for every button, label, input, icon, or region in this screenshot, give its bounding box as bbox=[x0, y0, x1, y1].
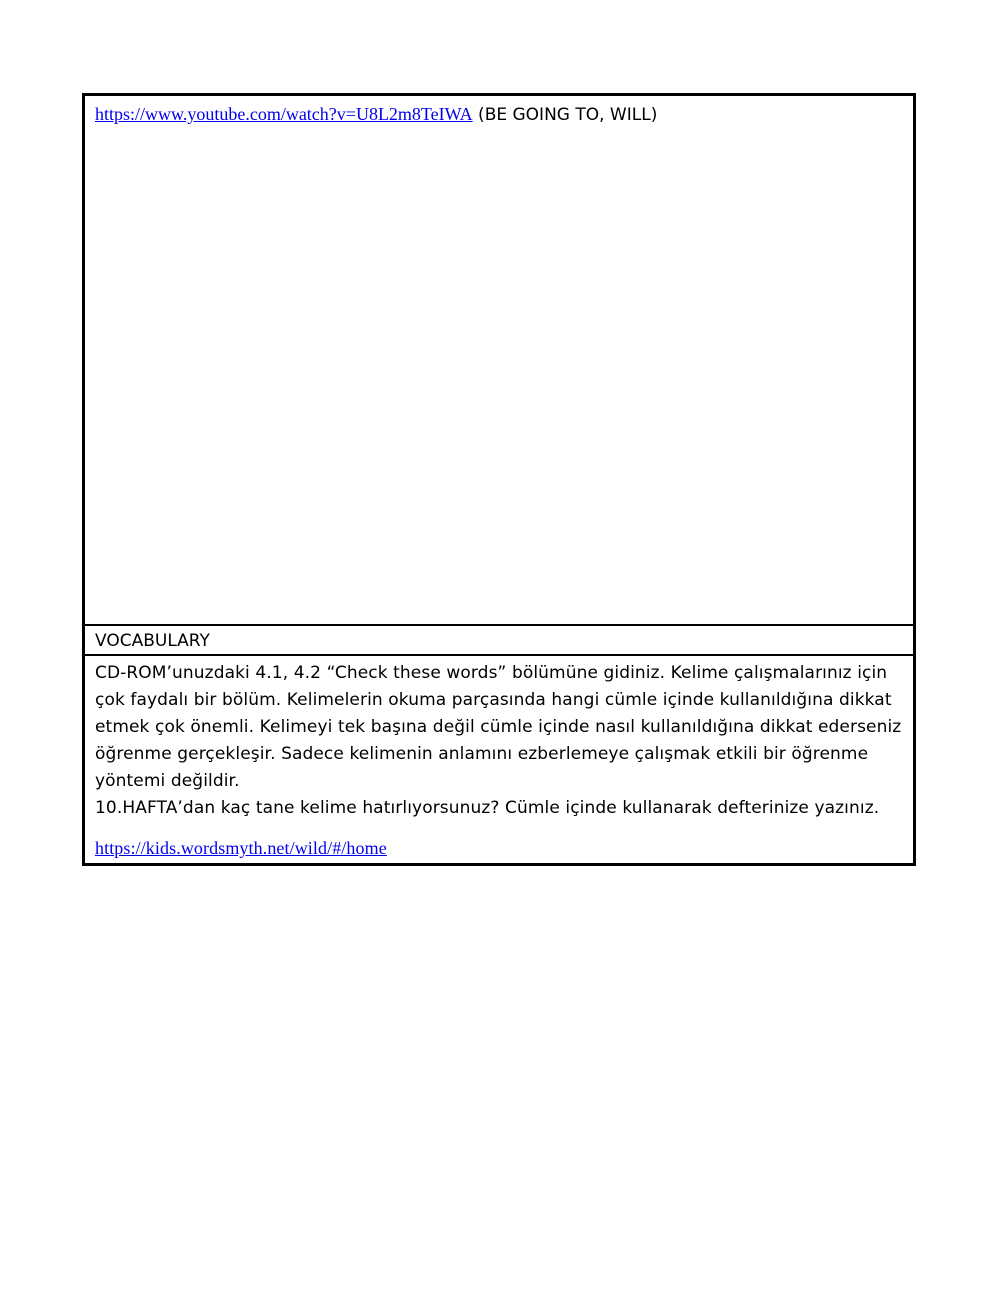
vocabulary-instructions-paragraph: CD-ROM’unuzdaki 4.1, 4.2 “Check these words” bölümüne gidiniz. Kelime çalışmalarınız için çok faydalı bir bölüm. Kelimelerin okuma parçasında hangi cümle içinde kullanıldığına dikkat etmek çok önemli. Kelimeyi tek başına değil cümle içinde nasıl kullanıldığına dikkat ederseniz öğrenme gerçekleşir. Sadece kelimenin anlamını ezberlemeye çalışmak etkili bir öğrenme yöntemi değildir. bbox=[95, 663, 902, 791]
vocabulary-header-cell bbox=[85, 626, 913, 656]
worksheet-table bbox=[82, 93, 916, 866]
youtube-link[interactable]: https://www.youtube.com/watch?v=U8L2m8TeIWA bbox=[95, 104, 473, 124]
vocabulary-instructions-cell bbox=[85, 656, 913, 863]
wordsmyth-link[interactable]: https://kids.wordsmyth.net/wild/#/home bbox=[95, 838, 387, 858]
wordsmyth-link-line bbox=[95, 836, 903, 861]
video-topic-label: (BE GOING TO, WILL) bbox=[472, 105, 658, 125]
video-resource-cell bbox=[85, 96, 913, 626]
vocabulary-title: VOCABULARY bbox=[95, 631, 210, 651]
week-ten-task-paragraph: 10.HAFTA’dan kaç tane kelime hatırlıyorsunuz? Cümle içinde kullanarak defterinize yazınız. bbox=[95, 798, 880, 818]
